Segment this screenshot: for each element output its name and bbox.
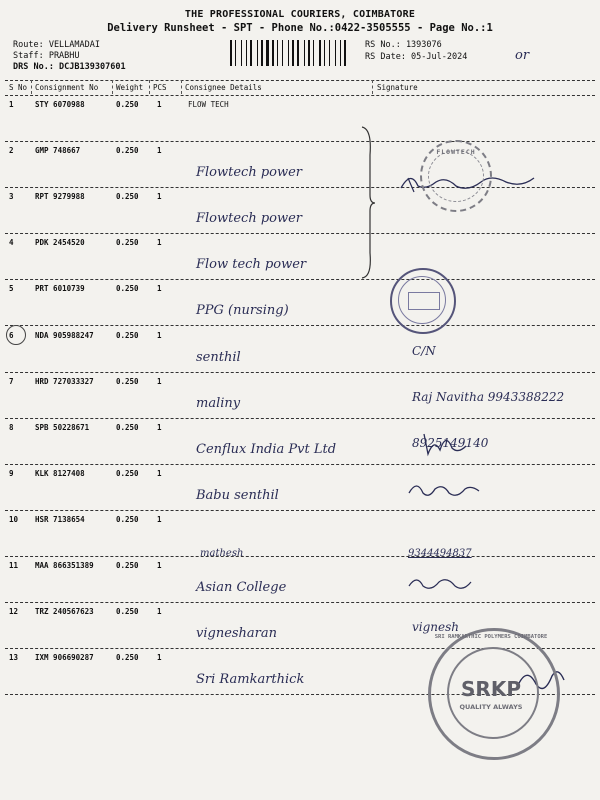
barcode-bar [335,40,336,66]
row-sno: 2 [9,146,14,156]
row-weight: 0.250 [116,653,139,663]
barcode-bar [272,40,274,66]
row-consignment-no: HRD 727033327 [35,376,94,386]
barcode-bar [319,40,321,66]
corner-handwritten-mark: or [515,48,530,63]
row-pcs: 1 [157,653,162,663]
barcode-bar [270,40,271,66]
barcode-bar [246,40,247,66]
table-row [0,558,600,604]
row-pcs: 1 [157,100,162,109]
row-pcs: 1 [157,284,162,294]
row-consignment-no: NDA 905988247 [35,330,94,340]
header-bottom-divider [5,95,595,96]
row-pcs: 1 [157,468,162,478]
row-pcs: 1 [157,376,162,386]
row-handwritten-consignee: Flowtech power [196,211,303,227]
col-header-details: Consignee Details [185,83,262,92]
barcode-bar [259,40,260,66]
row-divider [5,325,595,326]
row-consignment-no: GMP 748667 [35,146,81,156]
barcode-bar [279,40,281,66]
row-handwritten-consignee: Flowtech power [196,165,303,181]
row-pcs: 1 [157,192,162,202]
barcode-bar [313,40,314,66]
row-consignment-no: MAA 866351389 [35,561,94,570]
row-handwritten-signature: 8925149140 [412,435,489,450]
barcode-bar [241,40,242,66]
barcode-bar [326,40,328,66]
signature-scribble-row11 [405,570,475,596]
barcode-bar [344,40,346,66]
staff-label: Staff: PRABHU [13,51,80,61]
row-consignment-no: TRZ 240567623 [35,607,94,617]
barcode-bar [264,40,265,66]
row-sno: 8 [9,422,14,432]
barcode-bar [275,40,276,66]
row-handwritten-consignee: senthil [196,349,241,365]
row-divider [5,372,595,373]
row-consignment-no: PRT 6010739 [35,284,85,294]
row-divider [5,464,595,465]
barcode-bar [277,40,278,66]
runsheet-subtitle: Delivery Runsheet - SPT - Phone No.:0422-3505555 - Page No.:1 [107,22,493,34]
barcode-bar [290,40,291,66]
row-pcs: 1 [157,146,162,156]
barcode-bar [237,40,240,66]
row-consignee-details: FLOW TECH [188,100,229,109]
barcode-bar [340,40,341,66]
col-divider [181,80,182,94]
srkp-company-stamp: SRI RAMKARTHIC POLYMERS COIMBATORE SRKP QUALITY ALWAYS [428,628,560,760]
company-title: THE PROFESSIONAL COURIERS, COIMBATORE [184,9,416,20]
barcode-bar [308,40,310,66]
barcode-bar [282,40,283,66]
barcode-bar [284,40,287,66]
col-divider [112,80,113,94]
col-divider [149,80,150,94]
flowtech-stamp: FLOWTECH [420,140,492,212]
row-weight: 0.250 [116,192,139,202]
row-consignment-no: HSR 7138654 [35,514,85,524]
row-weight: 0.250 [116,561,139,570]
row-handwritten-consignee: PPG (nursing) [196,303,289,319]
row-handwritten-signature: vignesh [412,620,460,635]
col-header-signature: Signature [377,83,418,92]
row-sno: 6 [9,330,14,340]
row-pcs: 1 [157,607,162,617]
barcode-bar [248,40,249,66]
row-handwritten-consignee: vignesharan [196,626,278,642]
table-row [0,466,600,512]
col-header-sno: S No [9,83,28,92]
barcode-bar [243,40,245,66]
row-sno: 5 [9,284,14,294]
col-header-consignment: Consignment No [35,83,99,92]
barcode-bar [304,40,305,66]
row-consignment-no: RPT 9279988 [35,192,85,202]
row-consignment-no: STY 6070988 [35,100,85,109]
barcode-bar [292,40,294,66]
table-row [0,235,600,281]
barcode-bar [311,40,312,66]
row-divider [5,141,595,142]
row-handwritten-consignee: Flow tech power [196,257,307,273]
row-divider [5,418,595,419]
barcode-bar [337,40,339,66]
row-divider [5,556,595,557]
row-weight: 0.250 [116,146,139,156]
round-stamp-row5 [390,268,456,334]
row-pcs: 1 [157,330,162,340]
row-divider [5,602,595,603]
signature-scribble-row8 [420,428,470,458]
row10-handwritten-phone: 9344494837 [408,548,472,559]
row-weight: 0.250 [116,100,139,109]
barcode-bar [261,40,263,66]
row-weight: 0.250 [116,330,139,340]
row-sno: 7 [9,376,14,386]
row-handwritten-signature: Raj Navitha 9943388222 [412,389,565,404]
table-row [0,512,600,558]
row-divider [5,233,595,234]
drs-number: DRS No.: DCJB139307601 [13,62,126,72]
header-top-divider [5,80,595,81]
row-pcs: 1 [157,514,162,524]
barcode-bar [257,40,258,66]
row-weight: 0.250 [116,238,139,248]
col-divider [372,80,373,94]
barcode-bar [324,40,325,66]
row-pcs: 1 [157,238,162,248]
row-divider [5,510,595,511]
row-sno: 11 [9,561,19,570]
row-handwritten-consignee: Babu senthil [196,487,279,503]
barcode-bar [295,40,296,66]
row10-handwritten-name: mathesh [200,548,244,559]
row-weight: 0.250 [116,422,139,432]
barcode-bar [329,40,330,66]
row-weight: 0.250 [116,284,139,294]
row-weight: 0.250 [116,607,139,617]
barcode [230,40,355,66]
rs-date: RS Date: 05-Jul-2024 [365,52,468,62]
row-handwritten-consignee: Cenflux India Pvt Ltd [196,441,337,457]
col-divider [31,80,32,94]
row-consignment-no: PDK 2454520 [35,238,85,248]
row-pcs: 1 [157,422,162,432]
row-sno: 1 [9,100,14,109]
row-sno: 13 [9,653,19,663]
row-sno: 10 [9,514,19,524]
barcode-bar [331,40,334,66]
barcode-bar [230,40,232,66]
row-consignment-no: SPB 50228671 [35,422,90,432]
col-header-pcs: PCS [153,83,167,92]
signature-scribble-row9 [405,475,485,505]
row-pcs: 1 [157,561,162,570]
barcode-bar [322,40,323,66]
barcode-bar [315,40,318,66]
row-consignment-no: IXM 906690287 [35,653,94,663]
barcode-bar [300,40,303,66]
barcode-bar [306,40,307,66]
route-label: Route: VELLAMADAI [13,40,100,50]
row-consignment-no: KLK 8127408 [35,468,85,478]
row-sno: 12 [9,607,19,617]
row-weight: 0.250 [116,514,139,524]
row-sno: 9 [9,468,14,478]
table-row [0,281,600,327]
barcode-bar [250,40,252,66]
col-header-weight: Weight [116,83,144,92]
table-row [0,374,600,420]
barcode-bar [233,40,234,66]
table-row [0,97,600,143]
barcode-bar [235,40,236,66]
row-handwritten-signature: C/N [412,343,436,358]
row-weight: 0.250 [116,468,139,478]
row-handwritten-consignee: Sri Ramkarthick [196,672,305,688]
row-sno: 4 [9,238,14,248]
row-divider [5,279,595,280]
table-row [0,328,600,374]
barcode-bar [266,40,269,66]
row-weight: 0.250 [116,376,139,386]
barcode-bar [342,40,343,66]
table-row [0,420,600,466]
row-sno: 3 [9,192,14,202]
row-handwritten-consignee: Asian College [196,580,287,595]
circled-sno-mark [6,325,26,345]
barcode-bar [253,40,256,66]
rs-number: RS No.: 1393076 [365,40,442,50]
barcode-bar [288,40,289,66]
barcode-bar [297,40,299,66]
grouping-brace [360,125,376,280]
row-handwritten-consignee: maliny [196,395,241,411]
